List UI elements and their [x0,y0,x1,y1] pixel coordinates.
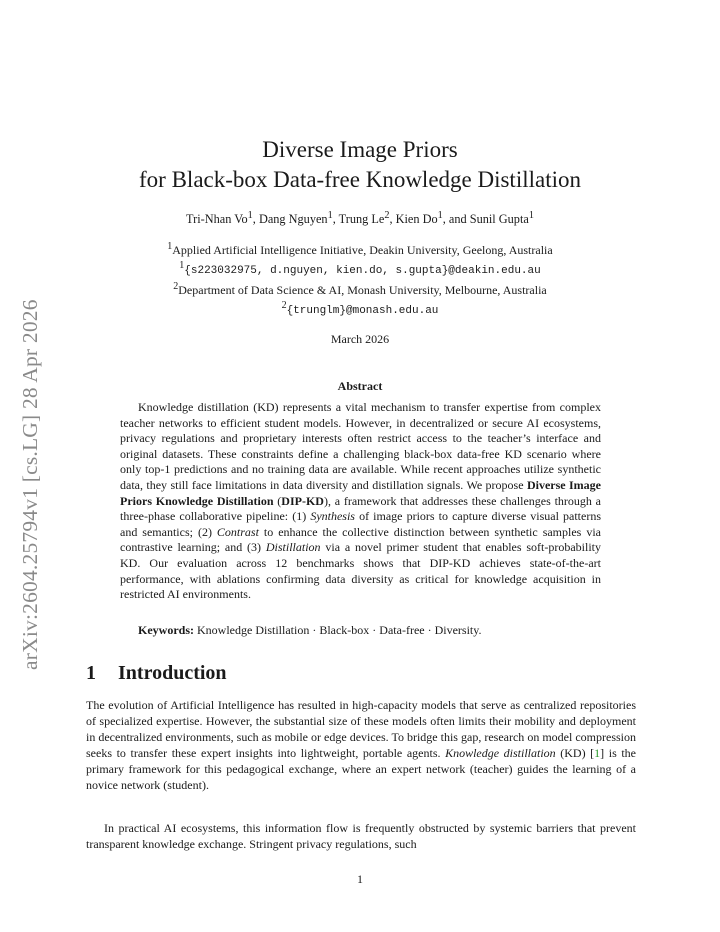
abstract-text: Knowledge distillation (KD) represents a vital mechanism to transfer expertise from complex teacher networks to efficient student models. However, in decentralized or secure AI ecosystems, privacy regulations and proprietary interests often restrict access to the teacher’s interface and original datasets. These constraints define a challenging black-box data-free KD scenario where only top-1 predictions and no training data are available. While recent approaches utilize synthetic data, they still face limitations in data diversity and distillation signals. We propose [120,400,601,492]
abstract-text: to enhance the collective distinction between synthetic samples via contrastive learning; and (3) [120,524,601,555]
affiliation-email-line [0,258,720,279]
affiliation-email-line [0,298,720,319]
abstract-text: of image priors to capture diverse visual patterns and semantics; (2) [120,509,602,539]
affiliation-text: Applied Artificial Intelligence Initiative, Deakin University, Geelong, Australia [172,243,553,257]
phase-term: Distillation [265,540,321,555]
affiliation-mark: 1 [179,260,185,271]
author-name: Kien Do [395,212,438,227]
intro-text: The evolution of Artificial Intelligence has resulted in high-capacity models that serve as centralized repositories of specialized expertise. However, the substantial size of these models often limits their mobility and deployment in decentralized environments, such as mobile or edge devices. To bridge this gap, research on model compression seeks to transfer these expert insights into lightweight, portable agents. [86,698,636,760]
page-number: 1 [357,872,363,886]
author-affiliation-mark: 1 [437,210,443,221]
intro-term: Knowledge distillation [445,746,556,760]
abstract-heading: Abstract [337,379,383,393]
paper-title [0,135,720,195]
intro-paragraph: In practical AI ecosystems, this information flow is frequently obstructed by systemic barriers that prevent transparent knowledge exchange. Stringent privacy regulations, such [86,821,636,851]
abstract-text: ( [273,493,282,508]
section-number: 1 [86,662,96,684]
author-name: Sunil Gupta [469,212,529,227]
author-name: Dang Nguyen [258,212,328,227]
citation-link[interactable]: 1 [594,746,601,760]
affiliations [0,239,720,319]
affiliation-email: {trunglm}@monash.edu.au [286,305,439,317]
author-affiliation-mark: 1 [327,210,333,221]
phase-term: Contrast [216,524,259,539]
affiliation-email: {s223032975, d.nguyen, kien.do, s.gupta}@deakin.edu.au [184,265,541,277]
author-separator: , [332,212,339,227]
affiliation-mark: 1 [167,241,173,252]
phase-term: Synthesis [310,509,355,524]
affiliation-line [0,239,720,258]
abstract-text: ), a framework that addresses these challenges through a three-phase collaborative pipeline: (1) [120,493,601,524]
section-title: Introduction [118,662,227,684]
affiliation-mark: 2 [173,281,179,292]
author-affiliation-mark: 1 [528,210,534,221]
affiliation-mark: 2 [281,300,287,311]
author-separator: , and [442,212,470,227]
abstract-text: via a novel primer student that enables soft-probability KD. Our evaluation across 12 benchmarks shows that DIP-KD achieves state-of-the-art performance, with ablations confirming data diversity as critical for knowledge acquisition in restricted AI environments. [120,540,601,602]
author-separator: , [252,212,259,227]
author-affiliation-mark: 1 [247,210,253,221]
intro-text: ] is the primary framework for this pedagogical exchange, where an expert network (teacher) guides the learning of a novice network (student). [86,746,636,792]
author-separator: , [389,212,396,227]
abstract-body [120,400,601,603]
keywords [138,623,608,638]
keywords-text: Knowledge Distillation · Black-box · Data-free · Diversity. [194,623,482,637]
author-affiliation-mark: 2 [384,210,390,221]
method-name: Diverse Image Priors Knowledge Distillation [120,477,601,508]
arxiv-identifier-stamp: arXiv:2604.25794v1 [cs.LG] 28 Apr 2026 [18,299,42,670]
affiliation-text: Department of Data Science & AI, Monash University, Melbourne, Australia [178,283,547,297]
intro-paragraph [86,697,636,793]
author-name: Tri-Nhan Vo [186,212,248,227]
publication-date: March 2026 [330,332,390,346]
keywords-label: Keywords: [138,623,194,637]
method-abbreviation: DIP-KD [281,493,324,508]
title-line-1: Diverse Image Priors [262,137,458,162]
section-heading [86,662,227,685]
intro-text: (KD) [ [555,746,595,760]
author-list [0,210,720,227]
affiliation-line [0,279,720,298]
title-line-2: for Black-box Data-free Knowledge Distillation [139,167,581,192]
author-name: Trung Le [338,212,385,227]
